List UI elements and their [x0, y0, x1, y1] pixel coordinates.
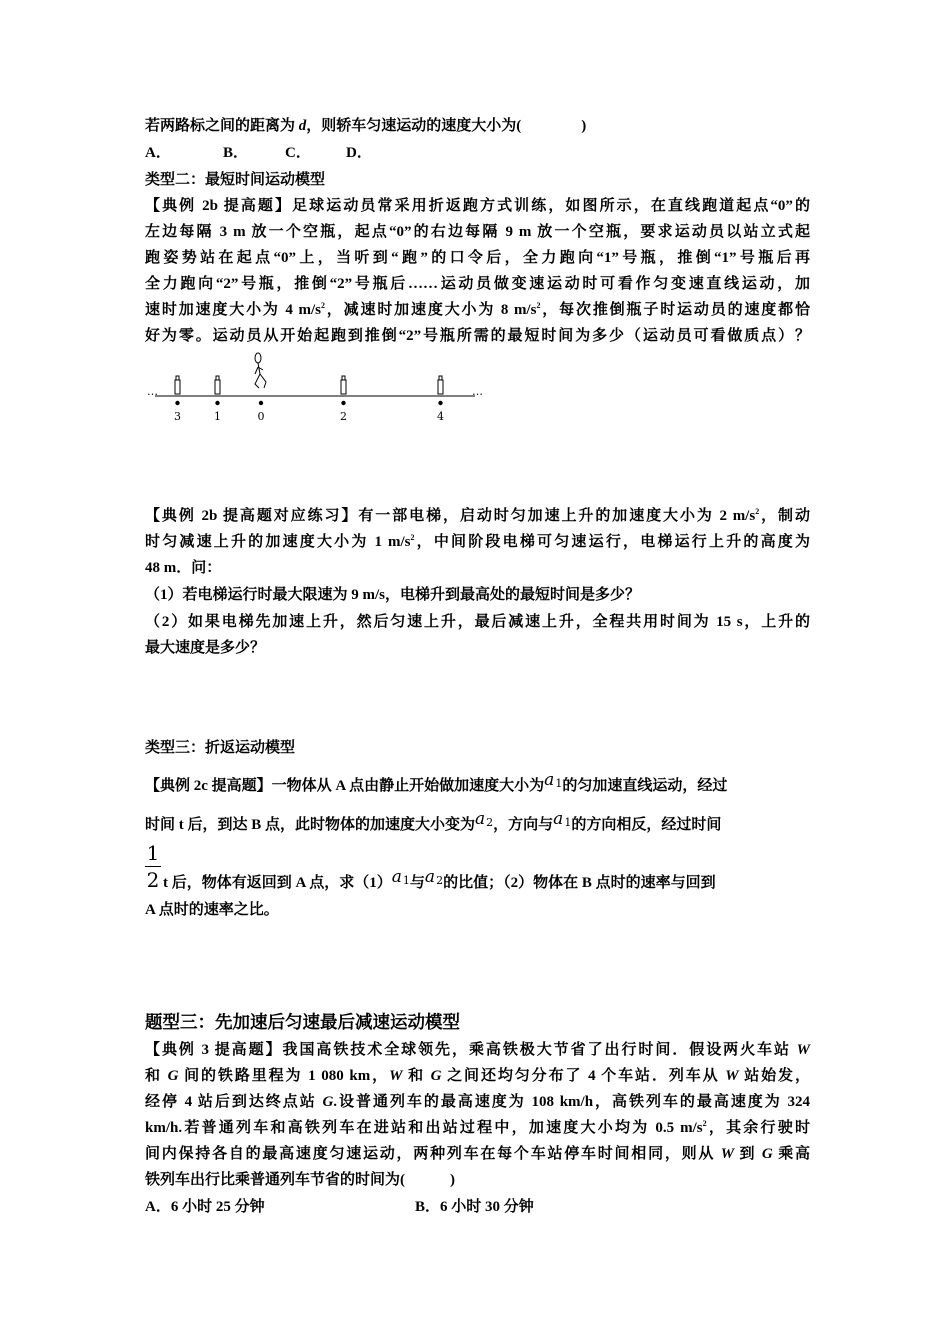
- bottle-icon: [341, 376, 346, 394]
- section-heading-type2: 类型二：最短时间运动模型: [145, 172, 326, 188]
- track-bottles-figure: [145, 348, 495, 428]
- choice-c: C．: [285, 145, 311, 161]
- practice-q2: （2）如果电梯先加速上升，然后匀速上升，最后减速上升，全程共用时间为 15 s，上升的: [145, 614, 810, 630]
- example-2b-line: 跑姿势站在起点“0”上，当听到“跑”的口令后，全力跑向“1”号瓶，推倒“1”号瓶后再: [145, 250, 810, 266]
- example-2c-line: t 后，物体有返回到 A 点，求$(1)a^1$与$a^2$的比值；（2）物体在 B 点时的速率与回到: [163, 867, 716, 891]
- example-2b-line: 左边每隔 3 m 放一个空瓶，起点“0”的右边每隔 9 m 放一个空瓶，要求运动员以站立式起: [145, 224, 810, 240]
- position-label: 4: [437, 410, 444, 423]
- example-2c-line: A 点时的速率之比。: [145, 902, 279, 918]
- position-label: 0: [257, 410, 265, 423]
- choice-d: D．: [346, 145, 372, 161]
- practice-q2: 最大速度是多少？: [145, 640, 266, 656]
- practice-line: 【典例 2b 提高题对应练习】有一部电梯，启动时匀加速上升的加速度大小为 2 $m/s^2$，制动: [145, 507, 810, 524]
- position-dot: [175, 401, 179, 405]
- fraction-half: 1 2: [146, 841, 160, 892]
- practice-line: 48 m．问：: [145, 560, 222, 576]
- example-3-line: km/h.若普通列车和高铁列车在进站和出站过程中，加速度大小均为 0.5 $m/s^2$，其余行驶时: [145, 1119, 810, 1136]
- ellipsis-right: …: [472, 385, 483, 398]
- position-dot: [215, 401, 219, 405]
- example-2b-line: 好为零。运动员从开始起跑到推倒“2”号瓶所需的最短时间为多少（运动员可看做质点）？: [145, 328, 810, 344]
- bottle-icon: [438, 376, 443, 394]
- question-stem: 若两路标之间的距离为 d，则轿车匀速运动的速度大小为( ): [145, 118, 587, 134]
- option-b: B．6 小时 30 分钟: [415, 1199, 534, 1215]
- example-2b-line: 【典例 2b 提高题】足球运动员常采用折返跑方式训练，如图所示，在直线跑道起点“0”的: [145, 198, 810, 214]
- runner-icon: [255, 353, 266, 388]
- bottle-icon: [215, 376, 220, 394]
- example-3-line: 铁列车出行比乘普通列车节省的时间为( ): [145, 1172, 455, 1188]
- practice-line: 时匀减速上升的加速度大小为 1 $m/s^2$，中间阶段电梯可匀速运行，电梯运行上升的高度为: [145, 533, 810, 550]
- choice-b: B．: [223, 145, 249, 161]
- example-2c-line: 【典例 2c 提高题】一物体从 A 点由静止开始做加速度大小为$a^1$的匀加速直线运动，经过: [145, 770, 728, 794]
- example-2b-line: 速时加速度大小为 4 $m/s^2$，减速时加速度大小为 8 $m/s^2$，每次推倒瓶子时运动员的速度都恰: [145, 301, 810, 318]
- bottle-icon: [175, 376, 180, 394]
- example-3-line: 经停 4 站后到达终点站 G.设普通列车的最高速度为 108 km/h，高铁列车的最高速度为 324: [145, 1094, 810, 1110]
- position-label: 3: [174, 410, 181, 423]
- example-3-line: 【典例 3 提高题】我国高铁技术全球领先，乘高铁极大节省了出行时间．假设两火车站 W: [145, 1042, 810, 1058]
- section-heading-type3: 类型三：折返运动模型: [145, 740, 296, 756]
- example-3-line: 和 G 间的铁路里程为 1 080 km，W 和 G 之间还均匀分布了 4 个车站．列车从 W 站始发，: [145, 1068, 810, 1084]
- section-heading-model3: 题型三：先加速后匀速最后减速运动模型: [145, 1012, 460, 1032]
- example-3-line: 间内保持各自的最高速度匀速运动，两种列车在每个车站停车时间相同，则从 W 到 G 乘高: [145, 1146, 810, 1162]
- position-label: 2: [340, 410, 347, 423]
- position-label: 1: [214, 410, 221, 423]
- position-dot: [259, 401, 263, 405]
- choice-a: A．: [145, 145, 171, 161]
- position-dot: [438, 401, 442, 405]
- example-2b-line: 全力跑向“2”号瓶，推倒“2”号瓶后……运动员做变速运动时可看作匀变速直线运动，加: [145, 276, 810, 292]
- practice-q1: （1）若电梯运行时最大限速为 9 m/s，电梯升到最高处的最短时间是多少？: [145, 587, 641, 603]
- position-dot: [341, 401, 345, 405]
- example-2c-line: 时间 t 后，到达 B 点，此时物体的加速度大小变为$a^2$，方向与$a^1$的方向相反，经过时间: [145, 809, 722, 833]
- option-a: A．6 小时 25 分钟: [145, 1199, 265, 1215]
- ellipsis-left: …: [147, 385, 158, 398]
